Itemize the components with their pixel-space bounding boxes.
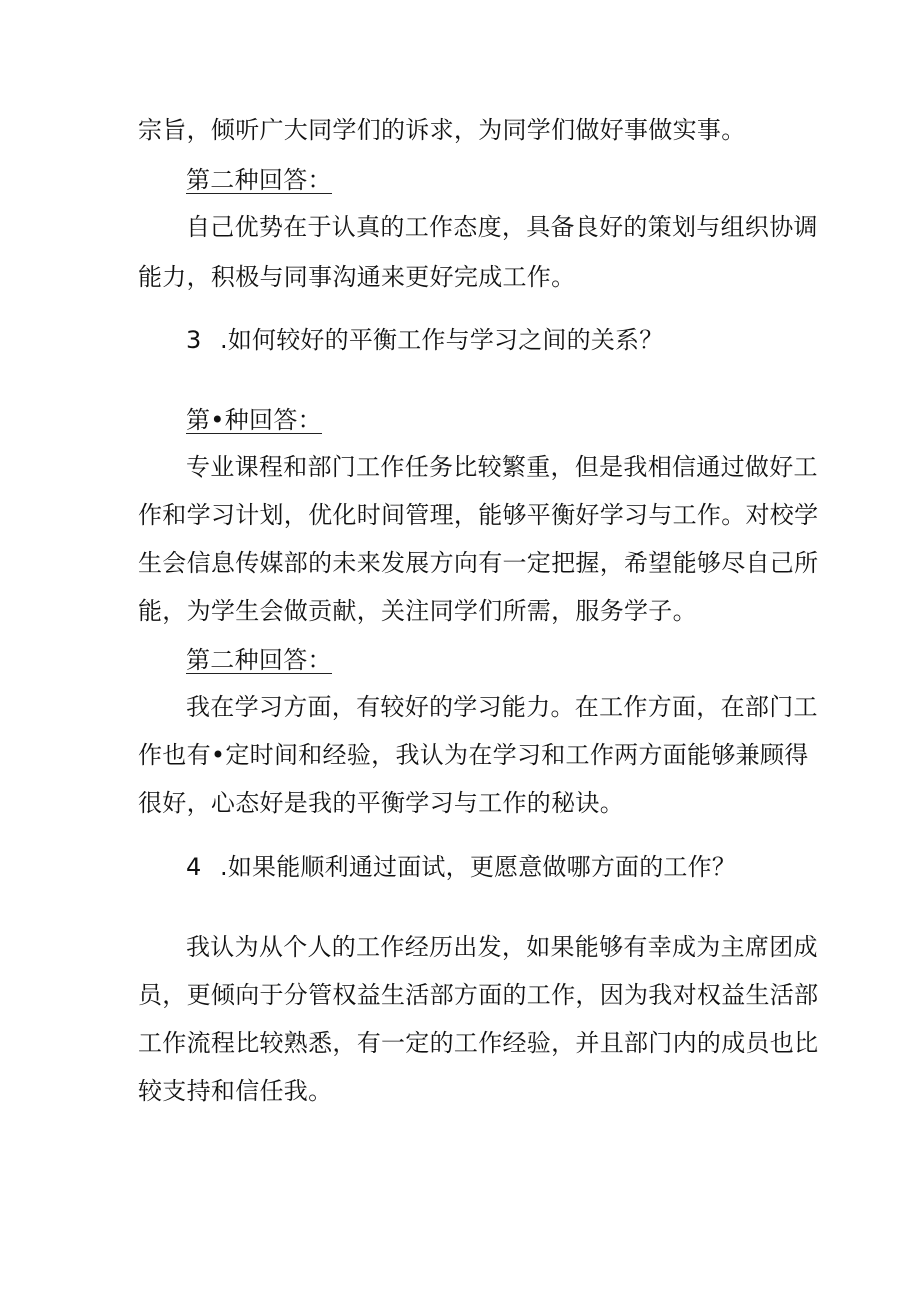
paragraph-line: 作和学习计划，优化时间管理，能够平衡好学习与工作。对校学 (138, 501, 819, 529)
paragraph-line: 专业课程和部门工作任务比较繁重，但是我相信通过做好工 (186, 453, 818, 481)
paragraph-line: 能力，积极与同事沟通来更好完成工作。 (138, 263, 576, 291)
paragraph-line: 较支持和信任我。 (138, 1077, 333, 1105)
question-number: 3 (186, 326, 202, 354)
paragraph-line: 生会信息传媒部的未来发展方向有一定把握，希望能够尽自己所 (138, 549, 819, 577)
answer-label-text: 第二种回答： (186, 646, 332, 674)
paragraph-line: 工作流程比较熟悉，有一定的工作经验，并且部门内的成员也比 (138, 1029, 819, 1057)
question-number: 4 (186, 853, 202, 881)
question-heading-4 (186, 852, 788, 882)
question-heading-3 (186, 325, 788, 355)
paragraph-line: 宗旨，倾听广大同学们的诉求，为同学们做好事做实事。 (138, 116, 746, 144)
paragraph-line: 我认为从个人的工作经历出发，如果能够有幸成为主席团成 (186, 933, 818, 961)
question-text: .如果能顺利通过面试，更愿意做哪方面的工作？ (220, 853, 737, 881)
paragraph-line: 自己优势在于认真的工作态度，具备良好的策划与组织协调 (186, 213, 818, 241)
answer-label (186, 405, 788, 435)
paragraph-line: 很好，心态好是我的平衡学习与工作的秘诀。 (138, 789, 624, 817)
answer-label (186, 645, 788, 675)
answer-label-text: 第•种回答： (186, 406, 322, 434)
paragraph-line: 员，更倾向于分管权益生活部方面的工作，因为我对权益生活部 (138, 981, 819, 1009)
paragraph-line: 我在学习方面，有较好的学习能力。在工作方面，在部门工 (186, 693, 818, 721)
paragraph-line: 能，为学生会做贡献，关注同学们所需，服务学子。 (138, 597, 697, 625)
answer-label (186, 165, 788, 195)
question-text: .如何较好的平衡工作与学习之间的关系？ (220, 326, 664, 354)
answer-label-text: 第二种回答： (186, 166, 332, 194)
paragraph-line: 作也有•定时间和经验，我认为在学习和工作两方面能够兼顾得 (138, 741, 809, 769)
